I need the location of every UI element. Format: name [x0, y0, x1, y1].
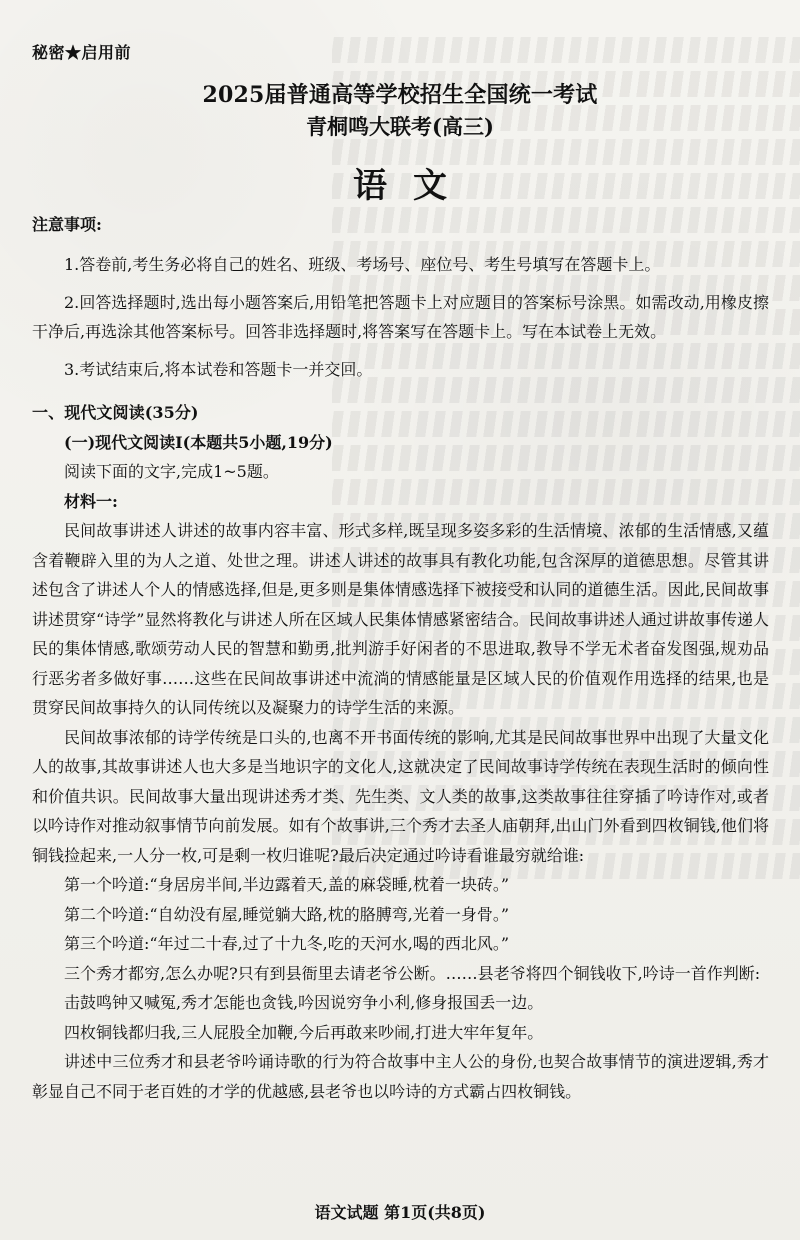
material-label: 材料一: — [64, 491, 118, 511]
bridge-paragraph: 三个秀才都穷,怎么办呢?只有到县衙里去请老爷公断。……县老爷将四个铜钱收下,吟诗一首作判断: — [64, 963, 761, 983]
notice-list — [32, 250, 769, 384]
notice-heading: 注意事项: — [32, 215, 102, 234]
document-content — [32, 250, 769, 1106]
verdict-line-2: 四枚铜钱都归我,三人屁股全加鞭,今后再敢来吵闹,打进大牢年复年。 — [64, 1022, 544, 1042]
exam-title-line-2: 青桐鸣大联考(高三) — [306, 114, 494, 139]
notice-item-3: 3.考试结束后,将本试卷和答题卡一并交回。 — [64, 359, 373, 379]
poem-line-3: 第三个吟道:“年过二十春,过了十九冬,吃的天河水,喝的西北风。” — [64, 934, 510, 953]
section-heading: 一、现代文阅读(35分) — [32, 403, 199, 422]
notice-item-2: 2.回答选择题时,选出每小题答案后,用铅笔把答题卡上对应题目的答案标号涂黑。如需改动,用橡皮擦干净后,再选涂其他答案标号。回答非选择题时,将答案写在答题卡上。写在本试卷上无效。 — [32, 292, 769, 341]
subsection-heading: (一)现代文阅读Ⅰ(本题共5小题,19分) — [64, 432, 333, 452]
page-footer: 语文试题 第1页(共8页) — [314, 1203, 486, 1222]
subject-title: 语文 — [353, 166, 473, 206]
confidential-label: 秘密★启用前 — [32, 43, 132, 62]
poem-line-2: 第二个吟道:“自幼没有屋,睡觉躺大路,枕的胳膊弯,光着一身骨。” — [64, 904, 510, 924]
material-paragraph-2: 民间故事浓郁的诗学传统是口头的,也离不开书面传统的影响,尤其是民间故事世界中出现了大量文化人的故事,其故事讲述人也大多是当地识字的文化人,这就决定了民间故事诗学传统在表现生活时的倾向性和价值共识。民间故事大量出现讲述秀才类、先生类、文人类的故事,这类故事往往穿插了吟诗作对,或者以吟诗作对推动叙事情节向前发展。如有个故事讲,三个秀才去圣人庙朝拜,出山门外看到四枚铜钱,他们将铜钱捡起来,一人分一枚,可是剩一枚归谁呢?最后决定通过吟诗看谁最穷就给谁: — [32, 727, 769, 865]
poem-line-1: 第一个吟道:“身居房半间,半边露着天,盖的麻袋睡,枕着一块砖。” — [64, 875, 510, 894]
material-paragraph-1: 民间故事讲述人讲述的故事内容丰富、形式多样,既呈现多姿多彩的生活情境、浓郁的生活情感,又蕴含着鞭辟入里的为人之道、处世之理。讲述人讲述的故事具有教化功能,包含深厚的道德思想。尽管其讲述包含了讲述人个人的情感选择,但是,更多则是集体情感选择下被接受和认同的道德生活。因此,民间故事讲述贯穿“诗学”显然将教化与讲述人所在区域人民集体情感紧密结合。民间故事讲述人通过讲故事传递人民的集体情感,歌颂劳动人民的智慧和勤勇,批判游手好闲者的不思进取,教导不学无术者奋发图强,规劝品行恶劣者多做好事……这些在民间故事讲述中流淌的情感能量是区域人民的价值观作用选择的结果,也是贯穿民间故事持久的认同传统以及凝聚力的诗学生活的来源。 — [32, 521, 769, 717]
exam-title-line-1: 2025届普通高等学校招生全国统一考试 — [202, 82, 598, 108]
notice-item-1: 1.答卷前,考生务必将自己的姓名、班级、考场号、座位号、考生号填写在答题卡上。 — [64, 255, 661, 274]
reading-instruction: 阅读下面的文字,完成1~5题。 — [64, 462, 279, 481]
verdict-line-1: 击鼓鸣钟又喊冤,秀才怎能也贪钱,吟因说穷争小利,修身报国丢一边。 — [64, 993, 544, 1012]
closing-paragraph: 讲述中三位秀才和县老爷吟诵诗歌的行为符合故事中主人公的身份,也契合故事情节的演进逻辑,秀才彰显自己不同于老百姓的才学的优越感,县老爷也以吟诗的方式霸占四枚铜钱。 — [32, 1052, 769, 1101]
